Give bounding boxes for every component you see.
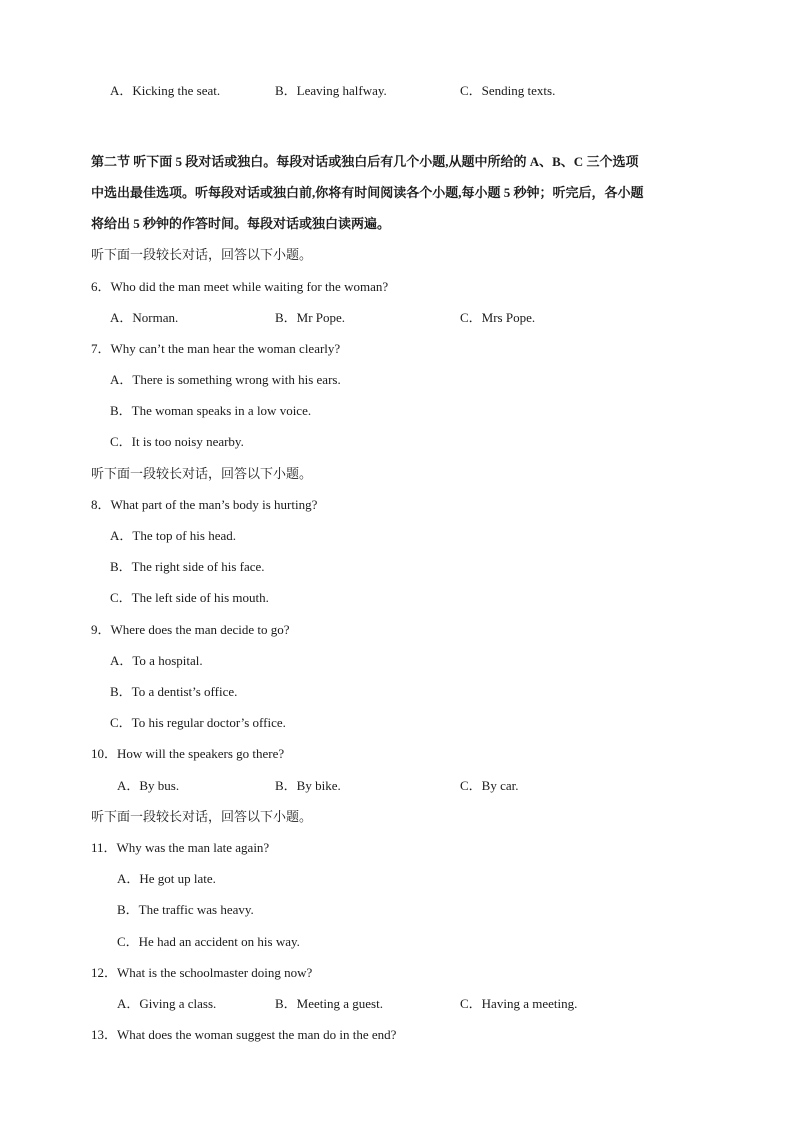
q5-option-b: B．Leaving halfway. bbox=[275, 83, 387, 98]
q7-option-b: B．The woman speaks in a low voice. bbox=[110, 403, 312, 418]
q9-option-a: A．To a hospital. bbox=[110, 653, 203, 668]
directive-3: 听下面一段较长对话，回答以下小题。 bbox=[91, 809, 313, 824]
q7-option-c: C．It is too noisy nearby. bbox=[110, 434, 244, 449]
q9-stem: 9．Where does the man decide to go? bbox=[91, 622, 290, 637]
q12-option-c: C．Having a meeting. bbox=[460, 996, 578, 1011]
q6-option-a: A．Norman. bbox=[110, 310, 179, 325]
q5-option-a: A．Kicking the seat. bbox=[110, 83, 221, 98]
q10-option-c: C．By car. bbox=[460, 778, 519, 793]
q6-stem: 6．Who did the man meet while waiting for the woman? bbox=[91, 279, 389, 294]
q12-option-b: B．Meeting a guest. bbox=[275, 996, 383, 1011]
section-instruction-line-1: 第二节 听下面 5 段对话或独白。每段对话或独白后有几个小题,从题中所给的 A、B、C 三个选项 bbox=[91, 154, 639, 169]
q7-stem: 7．Why can’t the man hear the woman clearly? bbox=[91, 341, 341, 356]
q10-stem: 10．How will the speakers go there? bbox=[91, 746, 285, 761]
q8-stem: 8．What part of the man’s body is hurting? bbox=[91, 497, 318, 512]
q11-stem: 11．Why was the man late again? bbox=[91, 840, 270, 855]
q6-option-b: B．Mr Pope. bbox=[275, 310, 346, 325]
q5-option-c: C．Sending texts. bbox=[460, 83, 556, 98]
q8-option-b: B．The right side of his face. bbox=[110, 559, 265, 574]
q10-option-a: A．By bus. bbox=[117, 778, 180, 793]
q11-option-a: A．He got up late. bbox=[117, 871, 216, 886]
q12-stem: 12．What is the schoolmaster doing now? bbox=[91, 965, 313, 980]
section-instruction-line-3: 将给出 5 秒钟的作答时间。每段对话或独白读两遍。 bbox=[91, 216, 391, 231]
q12-option-a: A．Giving a class. bbox=[117, 996, 217, 1011]
q7-option-a: A．There is something wrong with his ears. bbox=[110, 372, 341, 387]
q8-option-a: A．The top of his head. bbox=[110, 528, 237, 543]
q13-stem: 13．What does the woman suggest the man do in the end? bbox=[91, 1027, 397, 1042]
q9-option-c: C．To his regular doctor’s office. bbox=[110, 715, 286, 730]
directive-2: 听下面一段较长对话，回答以下小题。 bbox=[91, 466, 313, 481]
q10-option-b: B．By bike. bbox=[275, 778, 341, 793]
section-instruction-line-2: 中选出最佳选项。听每段对话或独白前,你将有时间阅读各个小题,每小题 5 秒钟；听完后，各小题 bbox=[91, 185, 644, 200]
q9-option-b: B．To a dentist’s office. bbox=[110, 684, 238, 699]
q11-option-b: B．The traffic was heavy. bbox=[117, 902, 254, 917]
q11-option-c: C．He had an accident on his way. bbox=[117, 934, 300, 949]
q6-option-c: C．Mrs Pope. bbox=[460, 310, 536, 325]
directive-1: 听下面一段较长对话，回答以下小题。 bbox=[91, 247, 313, 262]
q8-option-c: C．The left side of his mouth. bbox=[110, 590, 269, 605]
